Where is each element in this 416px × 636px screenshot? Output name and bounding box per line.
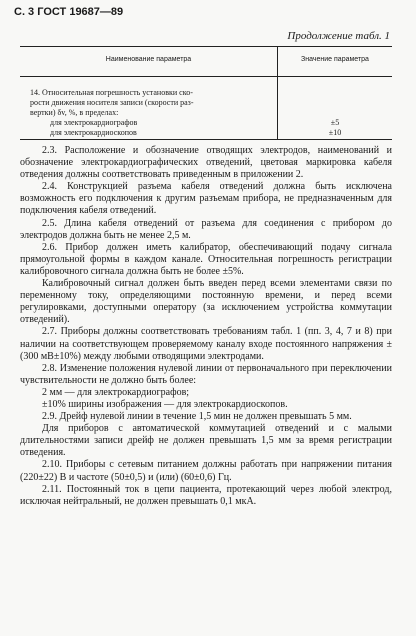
paragraph: 2.3. Расположение и обозначение отводящих электродов, наименований и обозначение электрокардиографических отведений, цветовая маркировка кабеля отведения должны соответствовать приведенным в приложении 2. xyxy=(20,145,392,181)
paragraph: 2.11. Постоянный ток в цепи пациента, протекающий через любой электрод, исключая нейтральный, не должен превышать 0,1 мкА. xyxy=(20,483,392,507)
row-14-item-name: для электрокардиографов xyxy=(50,118,138,127)
row-14-parameter xyxy=(30,88,268,138)
table-top-border xyxy=(20,46,392,47)
paragraph: Для приборов с автоматической коммутацией отведений и с малыми длительностями записи дрейф не должен превышать 1,5 мм за время регистрации отведения. xyxy=(20,423,392,459)
column-header-parameter: Наименование параметра xyxy=(105,56,192,63)
parameters-table xyxy=(20,46,392,140)
row-14-item-value: ±5 xyxy=(330,118,340,127)
table-bottom-border xyxy=(20,139,392,140)
paragraph: ±10% ширины изображения — для электрокардиоскопов. xyxy=(42,398,288,410)
row-14-line: вертки) δv, %, в пределах: xyxy=(30,108,119,117)
paragraph: Калибровочный сигнал должен быть введен перед всеми элементами связи по переменному току, определяющими постоянную времени, и перед всеми регулировками, доступными оператору (за исключением устройства коммутации отведений). xyxy=(20,278,392,326)
table-continuation-label: Продолжение табл. 1 xyxy=(287,30,390,42)
row-14-values xyxy=(278,118,392,138)
paragraph: 2.6. Прибор должен иметь калибратор, обеспечивающий подачу сигнала прямоугольной формы в каждом канале. Относительная погрешность регистрации калибровочного сигнала должна быть не более ±5%. xyxy=(20,241,392,277)
paragraph: 2.7. Приборы должны соответствовать требованиям табл. 1 (пп. 3, 4, 7 и 8) при наличии на соответствующем проверяемому каналу входе постоянного напряжения ±(300 мВ±10%) между любыми отводящими электродами. xyxy=(20,326,392,362)
table-header-divider xyxy=(20,76,392,77)
column-header-value: Значение параметра xyxy=(301,56,369,63)
page-reference: С. 3 ГОСТ 19687—89 xyxy=(14,6,124,18)
document-body xyxy=(20,145,392,508)
row-14-item-name: для электрокардиоскопов xyxy=(50,128,137,137)
row-14-item-value: ±10 xyxy=(328,128,342,137)
paragraph: 2.8. Изменение положения нулевой линии от первоначального при переключении чувствительности не должно быть более: xyxy=(20,362,392,386)
paragraph: 2 мм — для электрокардиографов; xyxy=(42,386,190,398)
paragraph: 2.4. Конструкцией разъема кабеля отведений должна быть исключена возможность его подключения к другим разъемам прибора, не предназначенным для подключения кабеля отведений. xyxy=(20,181,392,217)
paragraph: 2.10. Приборы с сетевым питанием должны работать при напряжении питания (220±22) В и частоте (50±0,5) и (или) (60±0,6) Гц. xyxy=(20,459,392,483)
row-14-line: 14. Относительная погрешность установки ско- xyxy=(30,88,193,97)
row-14-line: рости движения носителя записи (скорости раз- xyxy=(30,98,194,107)
paragraph: 2.5. Длина кабеля отведений от разъема для соединения с прибором до электродов должна быть не менее 2,5 м. xyxy=(20,217,392,241)
paragraph: 2.9. Дрейф нулевой линии в течение 1,5 мин не должен превышать 5 мм. xyxy=(42,411,352,423)
